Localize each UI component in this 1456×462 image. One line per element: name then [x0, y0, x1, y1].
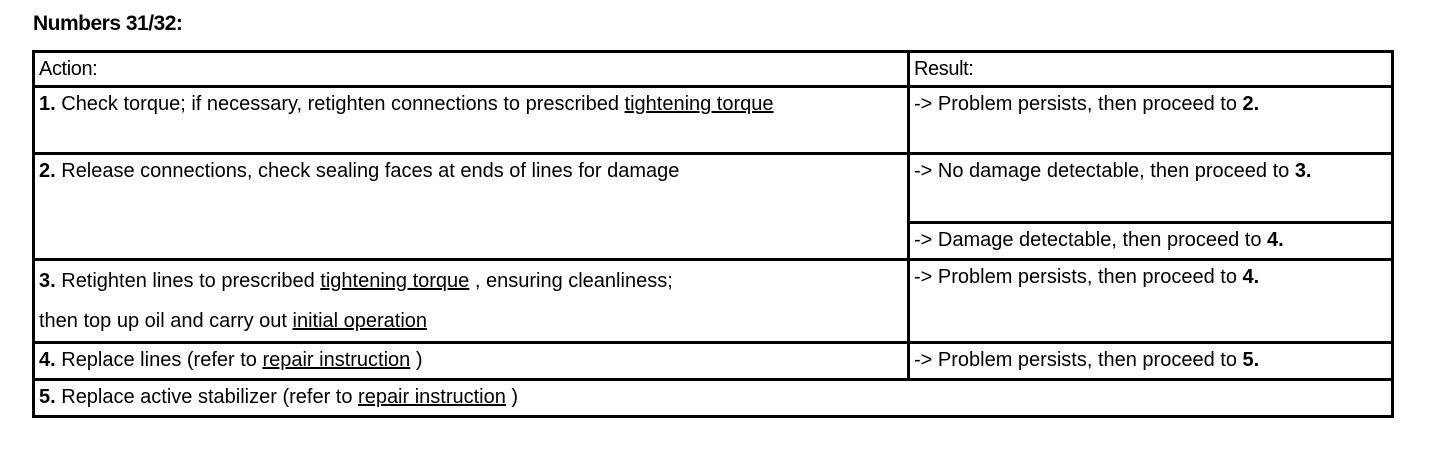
- step-text: Replace lines (refer to: [55, 349, 263, 371]
- table-row: [34, 154, 1393, 223]
- step-text: Retighten lines to prescribed: [55, 270, 321, 292]
- result-text: -> Problem persists, then proceed to: [914, 349, 1243, 371]
- result-cell: [909, 154, 1393, 223]
- tightening-torque-link[interactable]: tightening torque: [624, 93, 774, 115]
- result-step-ref: 5.: [1242, 349, 1260, 371]
- result-cell: [909, 87, 1393, 154]
- initial-operation-link[interactable]: initial operation: [292, 310, 428, 332]
- step-text: ): [410, 349, 423, 371]
- step-number: 4.: [39, 349, 56, 371]
- step-text: Release connections, check sealing faces at ends of lines for damage: [55, 160, 680, 182]
- table-header-row: [34, 52, 1393, 87]
- page-title: Numbers 31/32:: [33, 12, 183, 35]
- result-cell: [909, 223, 1393, 260]
- step-number: 3.: [39, 270, 56, 292]
- step-number: 2.: [39, 160, 56, 182]
- action-cell: [34, 154, 909, 260]
- tightening-torque-link[interactable]: tightening torque: [320, 270, 470, 292]
- result-text: -> No damage detectable, then proceed to: [914, 160, 1295, 182]
- step-number: 1.: [39, 93, 56, 115]
- result-cell: [909, 343, 1393, 380]
- action-cell: [34, 87, 909, 154]
- action-header: Action:: [34, 52, 909, 87]
- troubleshooting-table: [32, 50, 1394, 418]
- result-text: -> Problem persists, then proceed to: [914, 93, 1243, 115]
- result-step-ref: 4.: [1242, 266, 1260, 288]
- step-text: Replace active stabilizer (refer to: [55, 386, 359, 408]
- result-step-ref: 4.: [1267, 229, 1284, 251]
- action-cell: [34, 260, 909, 343]
- result-header: Result:: [909, 52, 1393, 87]
- step-line: [39, 301, 903, 341]
- step-number: 5.: [39, 386, 56, 408]
- step-line: [39, 261, 903, 301]
- repair-instruction-link[interactable]: repair instruction: [262, 349, 411, 371]
- step-text: Check torque; if necessary, retighten connections to prescribed: [55, 93, 625, 115]
- table-row: [34, 87, 1393, 154]
- step-text: then top up oil and carry out: [39, 310, 293, 332]
- table-row: [34, 343, 1393, 380]
- result-text: -> Damage detectable, then proceed to: [914, 229, 1268, 251]
- result-text: -> Problem persists, then proceed to: [914, 266, 1243, 288]
- repair-instruction-link[interactable]: repair instruction: [358, 386, 506, 408]
- step-text: ): [505, 386, 519, 408]
- result-step-ref: 2.: [1242, 93, 1260, 115]
- action-cell: [34, 343, 909, 380]
- result-step-ref: 3.: [1294, 160, 1312, 182]
- table-row: [34, 260, 1393, 343]
- action-cell: [34, 380, 1393, 417]
- table-row: [34, 380, 1393, 417]
- result-cell: [909, 260, 1393, 343]
- step-text: , ensuring cleanliness;: [469, 270, 673, 292]
